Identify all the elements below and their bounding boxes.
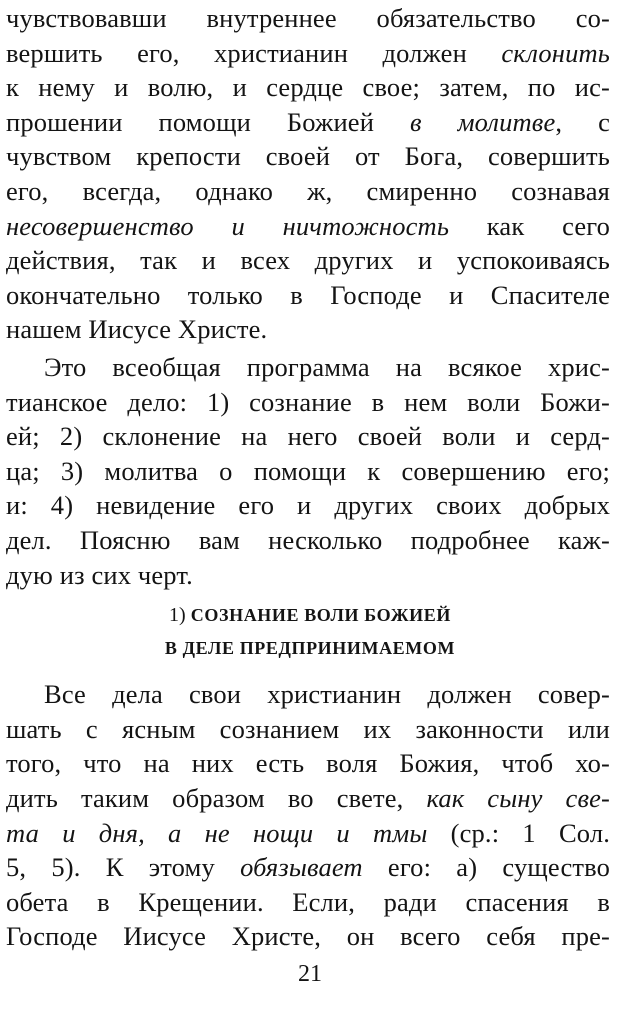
text-line: прошении помощи Божией в молитве, с: [6, 106, 610, 137]
text-line: несовершенство и ничтожность как сего: [6, 210, 610, 241]
text-line: того, что на них есть воля Божия, чтоб хо-: [6, 748, 610, 779]
text-line: его, всегда, однако ж, смиренно сознавая: [6, 176, 610, 206]
italic-phrase: склонить: [501, 37, 610, 68]
text-line: шать с ясным сознанием их законности или: [6, 713, 610, 744]
italic-phrase: в молитве: [410, 106, 556, 137]
text-line: чувством крепости своей от Бога, совершить: [6, 141, 610, 172]
text-line: вершить его, христианин должен склонить: [6, 37, 610, 68]
text-line: ей; 2) склонение на него своей воли и серд-: [6, 421, 610, 452]
text-line: Господе Иисусе Христе, он всего себя пре-: [6, 921, 610, 952]
text-line: действия, так и всех других и успокоиваясь: [6, 245, 610, 276]
italic-phrase: как сыну све-: [426, 783, 610, 813]
italic-phrase: та и дня, а не нощи и тмы: [6, 817, 428, 848]
text-line: нашем Иисусе Христе.: [6, 314, 268, 345]
text-line: та и дня, а не нощи и тмы (ср.: 1 Сол.: [6, 817, 611, 848]
text-line: 5, 5). К этому обязывает его: а) существо: [6, 852, 610, 883]
italic-phrase: несовершенство и ничтожность: [6, 210, 450, 241]
text-line: Все дела свои христианин должен совер-: [44, 679, 610, 710]
text-line: чувствовавши внутреннее обязательство со-: [6, 3, 610, 33]
text-line: дел. Поясню вам несколько подробнее каж-: [6, 525, 610, 555]
page-number: 21: [298, 961, 322, 987]
text-line: тианское дело: 1) сознание в нем воли Божи-: [6, 386, 610, 417]
text-line: к нему и волю, и сердце свое; затем, по ис-: [6, 72, 610, 103]
text-line: ца; 3) молитва о помощи к совершению его;: [6, 455, 610, 486]
italic-phrase: обязывает: [240, 852, 363, 883]
text-line: Это всеобщая программа на всякое хрис-: [44, 352, 610, 382]
text-line: дую из сих черт.: [6, 559, 193, 590]
text-line: окончательно только в Господе и Спасителе: [6, 279, 610, 310]
text-line: обета в Крещении. Если, ради спасения в: [6, 886, 610, 917]
section-number: 1): [169, 604, 186, 627]
text-line: дить таким образом во свете, как сыну све-: [6, 783, 610, 813]
section-heading: 1) СОЗНАНИЕ ВОЛИ БОЖИЕЙ: [169, 604, 451, 627]
section-heading: В ДЕЛЕ ПРЕДПРИНИМАЕМОМ: [164, 638, 456, 659]
text-line: и: 4) невидение его и других своих добрых: [6, 490, 610, 521]
